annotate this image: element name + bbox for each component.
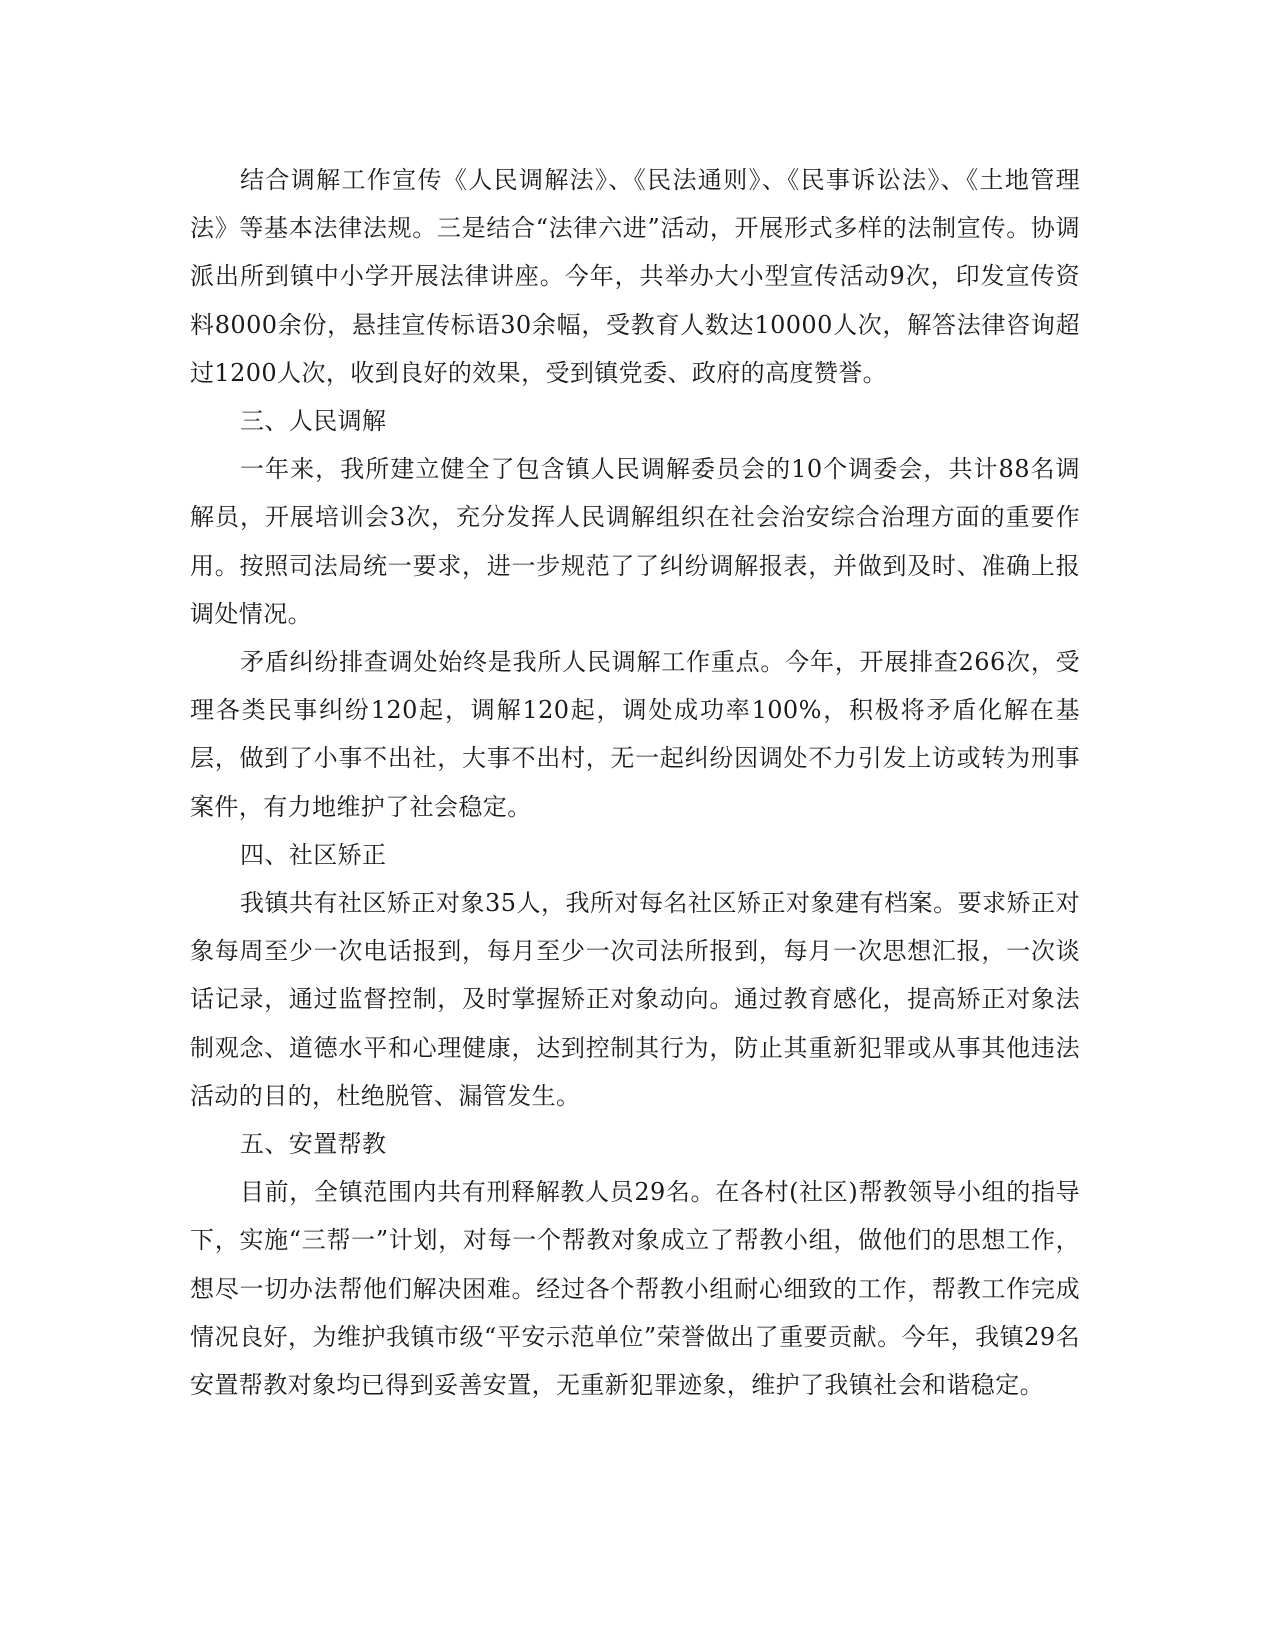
section-heading-resettlement: 五、安置帮教 (240, 1130, 387, 1159)
paragraph-dispute-resolution: 矛盾纠纷排查调处始终是我所人民调解工作重点。今年，开展排查266次，受理各类民事纠纷120起，调解120起，调处成功率100%，积极将矛盾化解在基层，做到了小事不出社，大事不出村，无一起纠纷因调处不力引发上访或转为刑事案件，有力地维护了社会稳定。 (190, 648, 1080, 821)
section-heading-community-correction: 四、社区矫正 (240, 840, 387, 869)
paragraph-mediation-committees: 一年来，我所建立健全了包含镇人民调解委员会的10个调委会，共计88名调解员，开展培训会3次，充分发挥人民调解组织在社会治安综合治理方面的重要作用。按照司法局统一要求，进一步规范了了纠纷调解报表，并做到及时、准确上报调处情况。 (190, 455, 1080, 628)
paragraph-legal-publicity: 结合调解工作宣传《人民调解法》、《民法通则》、《民事诉讼法》、《土地管理法》等基本法律法规。三是结合“法律六进”活动，开展形式多样的法制宣传。协调派出所到镇中小学开展法律讲座。今年，共举办大小型宣传活动9次，印发宣传资料8000余份，悬挂宣传标语30余幅，受教育人数达10000人次，解答法律咨询超过1200人次，收到良好的效果，受到镇党委、政府的高度赞誉。 (190, 166, 1080, 387)
document-body (190, 156, 1080, 1409)
paragraph-community-correction: 我镇共有社区矫正对象35人，我所对每名社区矫正对象建有档案。要求矫正对象每周至少一次电话报到，每月至少一次司法所报到，每月一次思想汇报，一次谈话记录，通过监督控制，及时掌握矫正对象动向。通过教育感化，提高矫正对象法制观念、道德水平和心理健康，达到控制其行为，防止其重新犯罪或从事其他违法活动的目的，杜绝脱管、漏管发生。 (190, 889, 1080, 1110)
section-heading-mediation: 三、人民调解 (240, 407, 387, 436)
paragraph-resettlement: 目前，全镇范围内共有刑释解教人员29名。在各村(社区)帮教领导小组的指导下，实施“三帮一”计划，对每一个帮教对象成立了帮教小组，做他们的思想工作，想尽一切办法帮他们解决困难。经过各个帮教小组耐心细致的工作，帮教工作完成情况良好，为维护我镇市级“平安示范单位”荣誉做出了重要贡献。今年，我镇29名安置帮教对象均已得到妥善安置，无重新犯罪迹象，维护了我镇社会和谐稳定。 (190, 1178, 1080, 1400)
